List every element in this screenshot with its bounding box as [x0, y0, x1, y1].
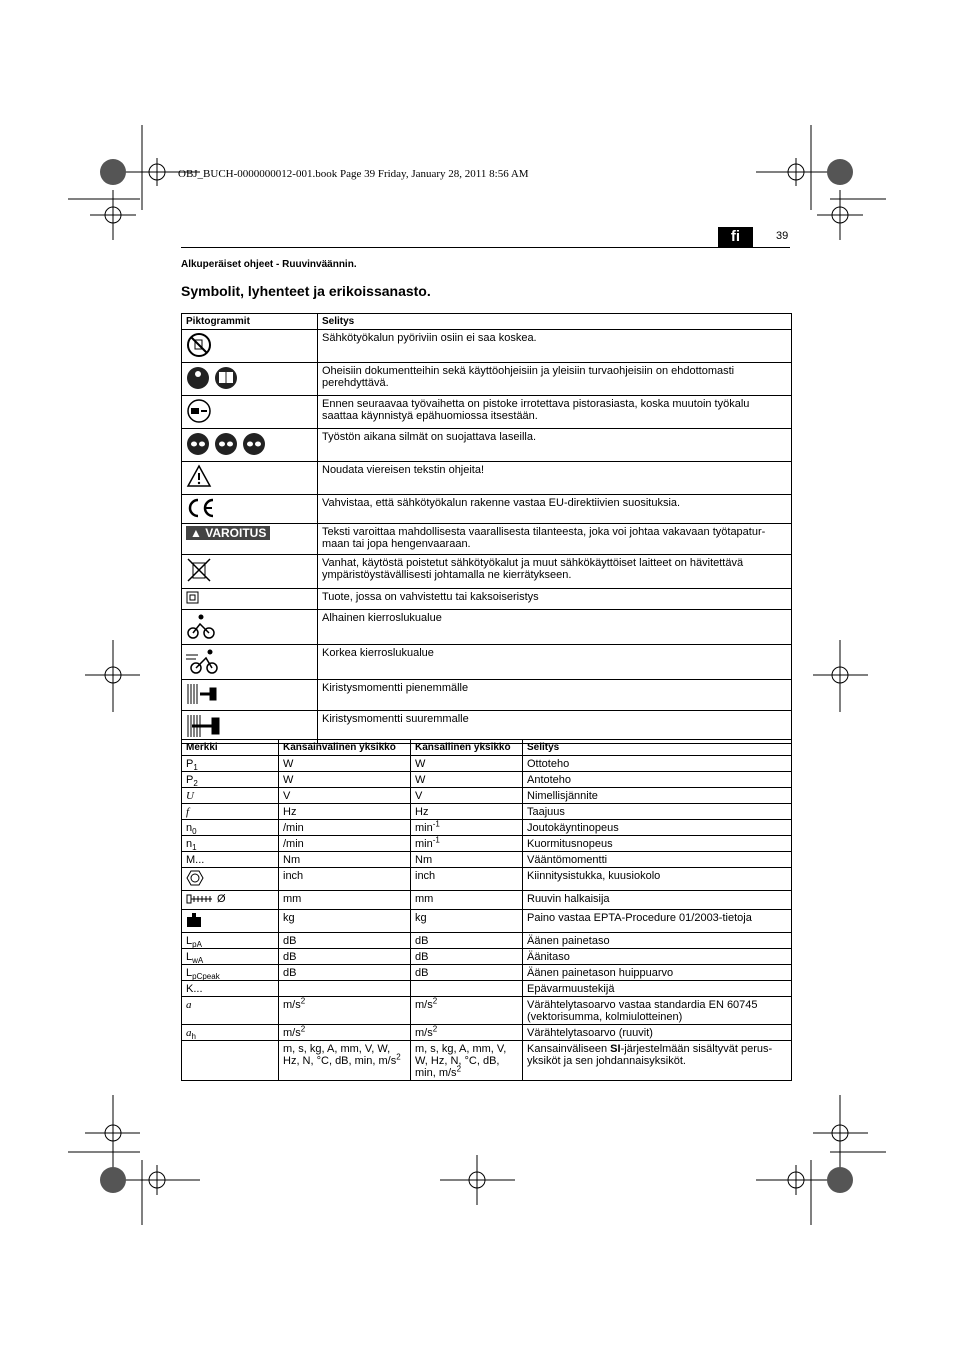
symbol-cell: $n_0$	[182, 820, 279, 836]
national-unit-cell: Hz	[411, 804, 523, 820]
table-row	[182, 495, 792, 524]
international-unit-cell: W	[279, 772, 411, 788]
international-unit-cell: /min	[279, 836, 411, 852]
international-unit-cell: inch	[279, 868, 411, 891]
warning-triangle-icon	[186, 464, 212, 491]
table-row	[182, 981, 792, 997]
table-row	[182, 756, 792, 772]
description-cell: Kiristysmomentti suuremmalle	[318, 711, 792, 744]
slow-bike-icon	[186, 612, 216, 643]
description-cell: Äänen painetason huippuarvo	[523, 965, 792, 981]
international-unit-cell: dB	[279, 965, 411, 981]
international-unit-cell: $m/s^2$	[279, 997, 411, 1025]
table-row	[182, 1025, 792, 1041]
description-cell: Paino vastaa EPTA-Procedure 01/2003-tietoja	[523, 910, 792, 933]
language-badge: fi	[718, 227, 753, 247]
section-subheading: Alkuperäiset ohjeet - Ruuvinväännin.	[181, 259, 357, 270]
column-header: Merkki	[182, 740, 279, 756]
table-row	[182, 429, 792, 462]
national-unit-cell: W	[411, 772, 523, 788]
description-cell: Ottoteho	[523, 756, 792, 772]
double-insulation-icon	[186, 591, 200, 608]
warning-label-text: VAROITUS	[205, 526, 267, 540]
table-row	[182, 363, 792, 396]
pictogram-cell	[182, 396, 318, 429]
national-unit-cell: dB	[411, 933, 523, 949]
eye-protection-icon	[186, 431, 268, 460]
symbol-cell: Ø	[182, 891, 279, 910]
national-unit-cell: mm	[411, 891, 523, 910]
symbol-cell: $a_h$	[182, 1025, 279, 1041]
national-unit-cell: $m/s^2$	[411, 1025, 523, 1041]
table-row	[182, 804, 792, 820]
international-unit-cell: V	[279, 788, 411, 804]
screw-diameter-icon	[186, 893, 214, 908]
description-cell: Kuormitusnopeus	[523, 836, 792, 852]
fast-bike-icon	[186, 647, 222, 678]
table-row	[182, 680, 792, 711]
international-unit-cell: Hz	[279, 804, 411, 820]
column-header: Piktogrammit	[182, 314, 318, 330]
symbol-cell: $L_{pCpeak}$	[182, 965, 279, 981]
pictogram-cell	[182, 645, 318, 680]
description-cell: Äänitaso	[523, 949, 792, 965]
pictogram-cell	[182, 363, 318, 396]
symbol-cell: M...	[182, 852, 279, 868]
pictogram-cell	[182, 524, 318, 555]
description-cell: Värähtelytasoarvo vastaa standardia EN 60745 (vektorisumma, kolmiulotteinen)	[523, 997, 792, 1025]
symbol-cell: $L_{pA}$	[182, 933, 279, 949]
table-row	[182, 772, 792, 788]
international-unit-cell: m, s, kg, A, mm, V, W, Hz, N, °C, dB, min, $m/s^2$	[279, 1041, 411, 1081]
description-cell: Kansainväliseen SI-järjestelmään sisältyvät perus-yksiköt ja sen johdannaisyksiköt.	[523, 1041, 792, 1081]
table-row	[182, 645, 792, 680]
no-touch-rotating-icon	[186, 332, 212, 361]
national-unit-cell	[411, 981, 523, 997]
international-unit-cell	[279, 981, 411, 997]
read-manual-icon	[186, 365, 242, 394]
table-row	[182, 610, 792, 645]
units-table	[181, 739, 792, 1081]
description-cell: Vahvistaa, että sähkötyökalun rakenne vastaa EU-direktiivien suosituksia.	[318, 495, 792, 524]
pictogram-cell	[182, 680, 318, 711]
national-unit-cell: m, s, kg, A, mm, V, W, Hz, N, °C, dB, min, $m/s^2$	[411, 1041, 523, 1081]
ce-mark-icon	[186, 497, 216, 522]
pictogram-table	[181, 313, 792, 744]
symbol-cell	[182, 1041, 279, 1081]
symbol-cell: $n_1$	[182, 836, 279, 852]
national-unit-cell: V	[411, 788, 523, 804]
description-cell: Taajuus	[523, 804, 792, 820]
column-header: Selitys	[523, 740, 792, 756]
pictogram-cell	[182, 495, 318, 524]
symbol-cell: a	[182, 997, 279, 1025]
hexagon-chuck-icon	[186, 870, 204, 889]
table-header-row	[182, 740, 792, 756]
national-unit-cell: dB	[411, 965, 523, 981]
book-info-line: OBJ_BUCH-0000000012-001.book Page 39 Friday, January 28, 2011 8:56 AM	[178, 168, 529, 180]
symbol-cell: U	[182, 788, 279, 804]
table-row	[182, 589, 792, 610]
table-row	[182, 891, 792, 910]
column-header: Kansallinen yksikkö	[411, 740, 523, 756]
description-cell: Ruuvin halkaisija	[523, 891, 792, 910]
torque-higher-icon	[186, 713, 222, 742]
description-cell: Korkea kierroslukualue	[318, 645, 792, 680]
national-unit-cell: kg	[411, 910, 523, 933]
table-row	[182, 396, 792, 429]
table-row	[182, 949, 792, 965]
table-row	[182, 852, 792, 868]
national-unit-cell: $\min^{-1}$	[411, 820, 523, 836]
table-row	[182, 330, 792, 363]
page-number: 39	[776, 230, 789, 242]
national-unit-cell: $\min^{-1}$	[411, 836, 523, 852]
crossed-bin-icon	[186, 557, 212, 586]
unplug-icon	[186, 398, 212, 427]
description-cell: Alhainen kierroslukualue	[318, 610, 792, 645]
description-cell: Äänen painetaso	[523, 933, 792, 949]
pictogram-cell	[182, 330, 318, 363]
column-header: Selitys	[318, 314, 792, 330]
description-cell: Nimellisjännite	[523, 788, 792, 804]
description-cell: Värähtelytasoarvo (ruuvit)	[523, 1025, 792, 1041]
international-unit-cell: dB	[279, 949, 411, 965]
table-row	[182, 933, 792, 949]
weight-icon	[186, 912, 202, 931]
description-cell: Sähkötyökalun pyöriviin osiin ei saa koskea.	[318, 330, 792, 363]
description-cell: Ennen seuraavaa työvaihetta on pistoke irrotettava pistorasiasta, koska muutoin työkalu saattaa käynnistyä epähuomiossa itsestään.	[318, 396, 792, 429]
international-unit-cell: W	[279, 756, 411, 772]
symbol-cell: $P_2$	[182, 772, 279, 788]
national-unit-cell: W	[411, 756, 523, 772]
description-cell: Kiristysmomentti pienemmälle	[318, 680, 792, 711]
symbol-cell	[182, 910, 279, 933]
symbol-cell: $L_{wA}$	[182, 949, 279, 965]
table-header-row	[182, 314, 792, 330]
table-row	[182, 555, 792, 589]
description-cell: Oheisiin dokumentteihin sekä käyttöohjeisiin ja yleisiin turvaohjeisiin on ehdottomasti perehdyttävä.	[318, 363, 792, 396]
torque-lower-icon	[186, 682, 220, 709]
international-unit-cell: kg	[279, 910, 411, 933]
pictogram-cell	[182, 610, 318, 645]
symbol-cell: $P_1$	[182, 756, 279, 772]
description-cell: Joutokäyntinopeus	[523, 820, 792, 836]
international-unit-cell: mm	[279, 891, 411, 910]
description-cell: Vääntömomentti	[523, 852, 792, 868]
pictogram-cell	[182, 429, 318, 462]
symbol-cell: K...	[182, 981, 279, 997]
national-unit-cell: dB	[411, 949, 523, 965]
table-row	[182, 788, 792, 804]
pictogram-cell	[182, 555, 318, 589]
international-unit-cell: dB	[279, 933, 411, 949]
description-cell: Teksti varoittaa mahdollisesta vaarallisesta tilanteesta, joka voi johtaa vakavaan työtapatur-maan tai jopa hengenvaaraan.	[318, 524, 792, 555]
description-cell: Kiinnitysistukka, kuusiokolo	[523, 868, 792, 891]
table-row	[182, 997, 792, 1025]
page-title: Symbolit, lyhenteet ja erikoissanasto.	[181, 283, 431, 299]
table-row	[182, 524, 792, 555]
column-header: Kansainvälinen yksikkö	[279, 740, 411, 756]
pictogram-cell	[182, 589, 318, 610]
table-row	[182, 868, 792, 891]
international-unit-cell: $m/s^2$	[279, 1025, 411, 1041]
table-row	[182, 965, 792, 981]
description-cell: Antoteho	[523, 772, 792, 788]
header-rule	[181, 247, 790, 248]
table-row	[182, 462, 792, 495]
description-cell: Tuote, jossa on vahvistettu tai kaksoiseristys	[318, 589, 792, 610]
national-unit-cell: Nm	[411, 852, 523, 868]
international-unit-cell: /min	[279, 820, 411, 836]
table-row	[182, 820, 792, 836]
pictogram-cell	[182, 462, 318, 495]
table-row	[182, 910, 792, 933]
symbol-cell	[182, 868, 279, 891]
description-cell: Noudata viereisen tekstin ohjeita!	[318, 462, 792, 495]
symbol-cell: f	[182, 804, 279, 820]
description-cell: Työstön aikana silmät on suojattava laseilla.	[318, 429, 792, 462]
table-row	[182, 836, 792, 852]
table-row	[182, 1041, 792, 1081]
description-cell: Epävarmuustekijä	[523, 981, 792, 997]
warning-label-icon: ▲ VAROITUS	[186, 526, 270, 540]
national-unit-cell: $m/s^2$	[411, 997, 523, 1025]
international-unit-cell: Nm	[279, 852, 411, 868]
description-cell: Vanhat, käytöstä poistetut sähkötyökalut ja muut sähkökäyttöiset laitteet on hävitettävä ympäristöystävällisesti johtamalla ne kierrätykseen.	[318, 555, 792, 589]
national-unit-cell: inch	[411, 868, 523, 891]
